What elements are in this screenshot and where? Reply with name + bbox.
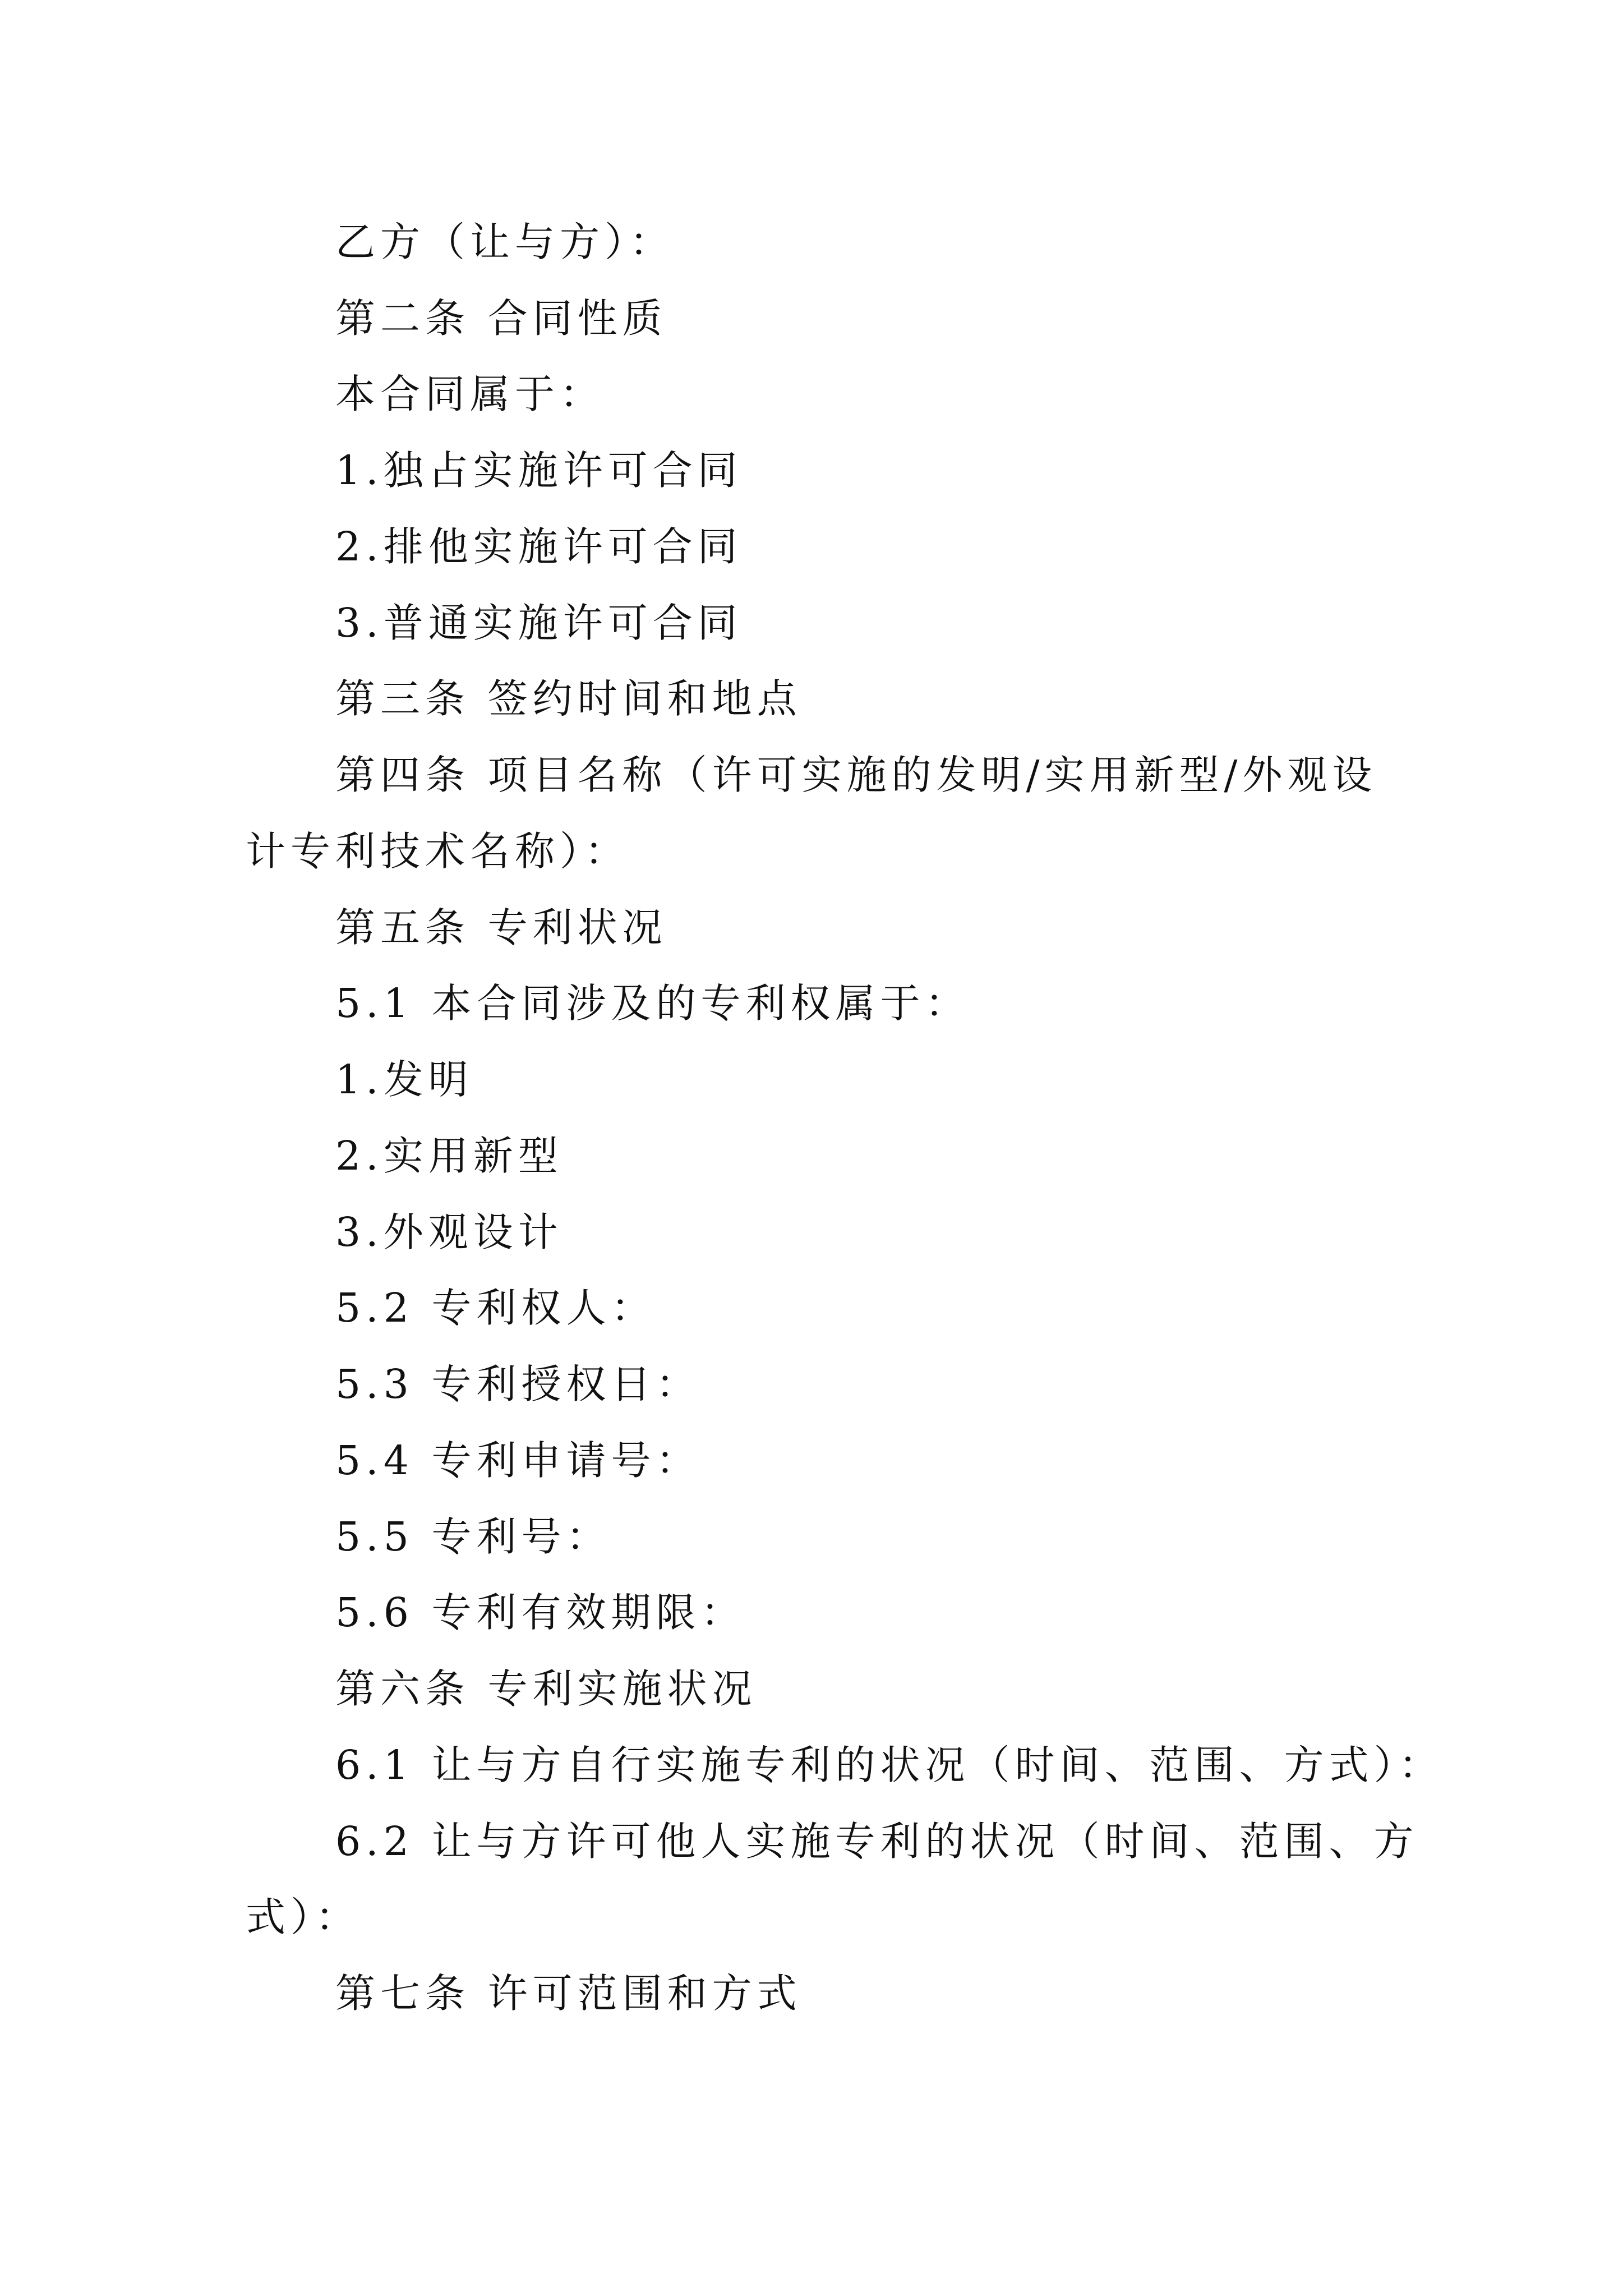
clause-5-1: 5.1 本合同涉及的专利权属于： (335, 980, 970, 1027)
clause-6-2-continuation: 式）： (246, 1894, 361, 1940)
clause-5-2: 5.2 专利权人： (335, 1285, 656, 1331)
patent-type-option-1: 1.发明 (335, 1056, 473, 1103)
contract-type-option-3: 3.普通实施许可合同 (335, 600, 743, 646)
article-3-heading: 第三条 签约时间和地点 (335, 675, 802, 722)
article-2-heading: 第二条 合同性质 (335, 295, 667, 342)
clause-6-1: 6.1 让与方自行实施专利的状况（时间、范围、方式）： (335, 1742, 1444, 1788)
article-6-heading: 第六条 专利实施状况 (335, 1665, 757, 1712)
article-5-heading: 第五条 专利状况 (335, 904, 667, 951)
party-b-line: 乙方（让与方）： (335, 219, 675, 265)
article-4-heading: 第四条 项目名称（许可实施的发明/实用新型/外观设 (335, 752, 1377, 798)
contract-type-intro: 本合同属于： (335, 371, 605, 417)
clause-6-2: 6.2 让与方许可他人实施专利的状况（时间、范围、方 (335, 1818, 1419, 1865)
clause-5-3: 5.3 专利授权日： (335, 1361, 701, 1407)
patent-type-option-3: 3.外观设计 (335, 1209, 563, 1255)
clause-5-6: 5.6 专利有效期限： (335, 1589, 746, 1636)
contract-type-option-1: 1.独占实施许可合同 (335, 447, 743, 494)
article-7-heading: 第七条 许可范围和方式 (335, 1970, 802, 2017)
clause-5-4: 5.4 专利申请号： (335, 1437, 701, 1484)
article-4-continuation: 计专利技术名称）： (246, 828, 630, 875)
contract-type-option-2: 2.排他实施许可合同 (335, 523, 743, 570)
patent-type-option-2: 2.实用新型 (335, 1133, 563, 1179)
clause-5-5: 5.5 专利号： (335, 1513, 611, 1560)
